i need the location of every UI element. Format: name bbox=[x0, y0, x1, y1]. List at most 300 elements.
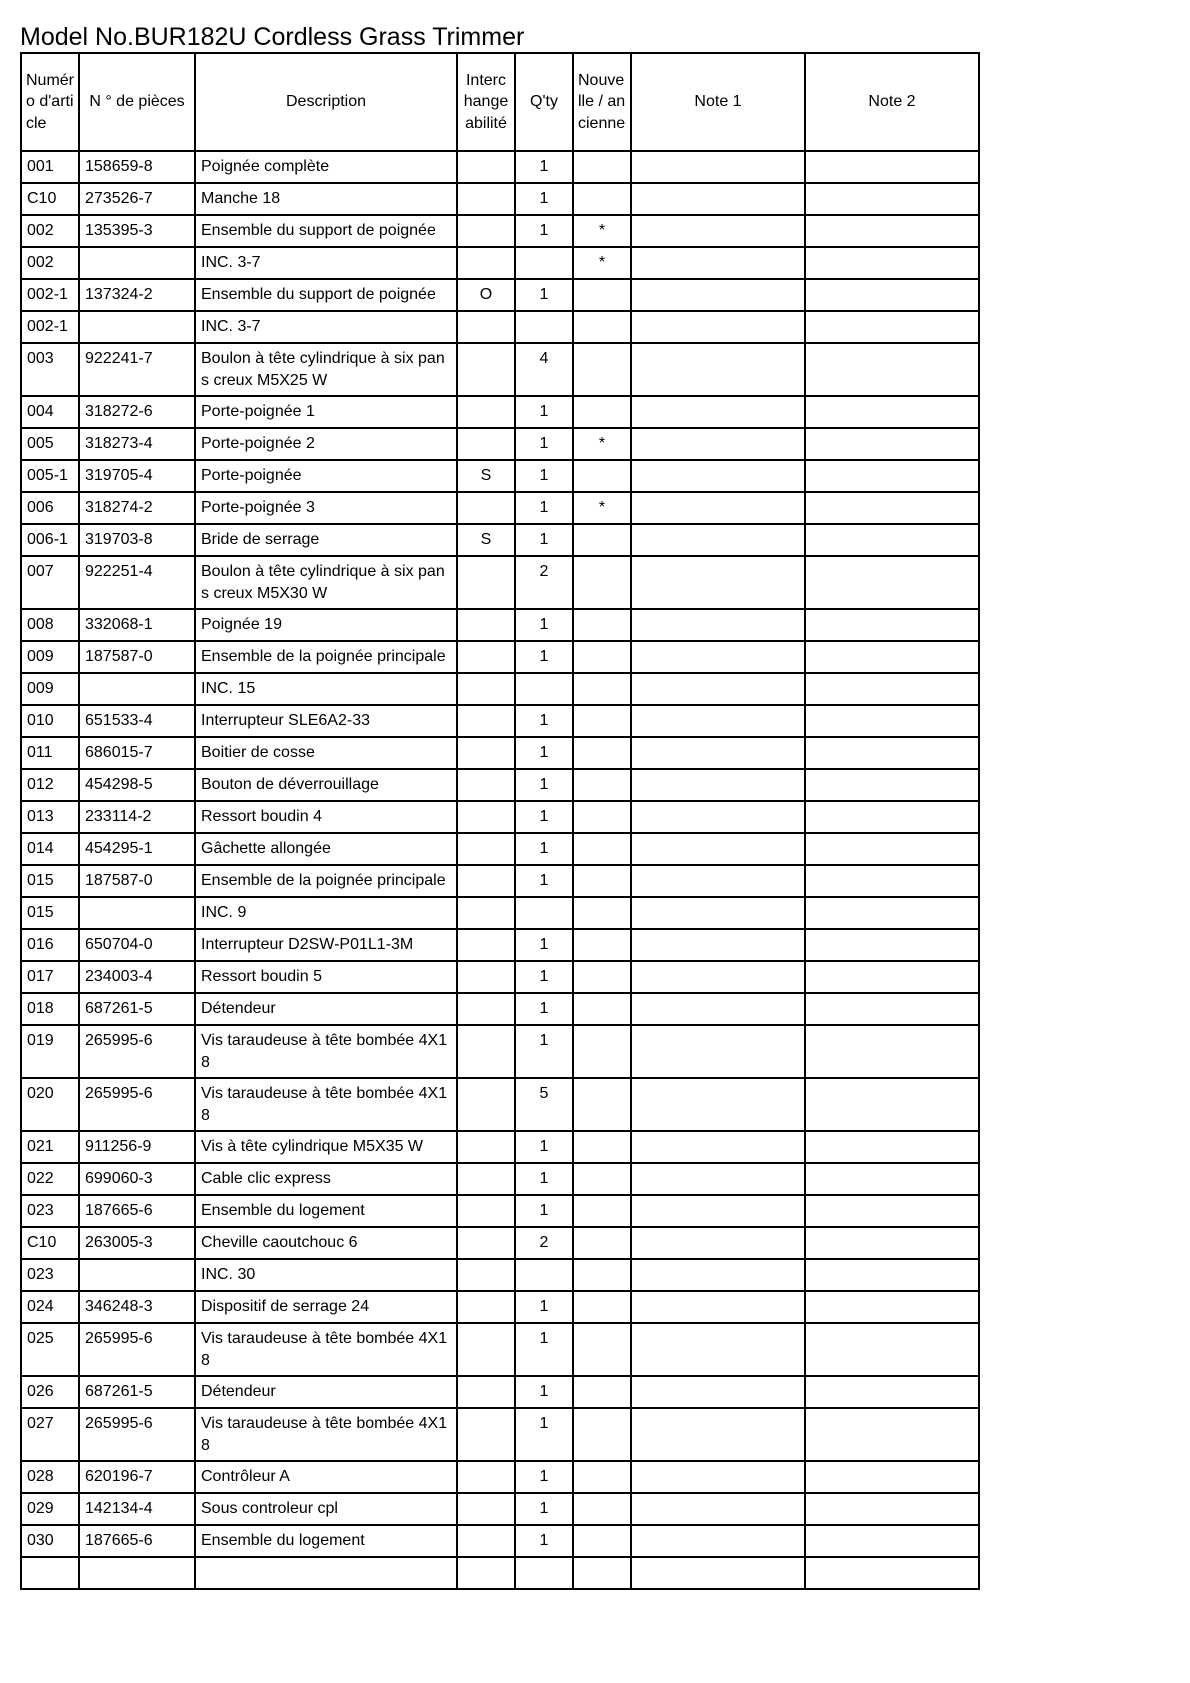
cell-item-no: 030 bbox=[21, 1525, 79, 1557]
cell-qty: 1 bbox=[515, 929, 573, 961]
cell-note-2 bbox=[805, 279, 979, 311]
cell-description: INC. 9 bbox=[195, 897, 457, 929]
cell-interchangeability bbox=[457, 1408, 515, 1461]
cell-item-no: 009 bbox=[21, 673, 79, 705]
cell-note-2 bbox=[805, 641, 979, 673]
cell-interchangeability bbox=[457, 737, 515, 769]
cell-description: Détendeur bbox=[195, 993, 457, 1025]
cell-qty bbox=[515, 1557, 573, 1589]
cell-description: Poignée complète bbox=[195, 151, 457, 183]
cell-item-no: 005 bbox=[21, 428, 79, 460]
cell-note-1 bbox=[631, 897, 805, 929]
cell-description: Ensemble du support de poignée bbox=[195, 279, 457, 311]
cell-description: Vis taraudeuse à tête bombée 4X18 bbox=[195, 1323, 457, 1376]
cell-part-no: 620196-7 bbox=[79, 1461, 195, 1493]
cell-item-no: 014 bbox=[21, 833, 79, 865]
cell-part-no: 187587-0 bbox=[79, 865, 195, 897]
cell-qty bbox=[515, 897, 573, 929]
cell-new-old bbox=[573, 396, 631, 428]
cell-qty: 4 bbox=[515, 343, 573, 396]
cell-note-1 bbox=[631, 183, 805, 215]
cell-item-no: 021 bbox=[21, 1131, 79, 1163]
cell-part-no: 454295-1 bbox=[79, 833, 195, 865]
cell-qty: 1 bbox=[515, 492, 573, 524]
cell-note-2 bbox=[805, 1557, 979, 1589]
table-row bbox=[21, 1525, 979, 1557]
header-description: Description bbox=[195, 53, 457, 151]
cell-new-old bbox=[573, 705, 631, 737]
cell-qty: 1 bbox=[515, 1461, 573, 1493]
cell-description: INC. 3-7 bbox=[195, 311, 457, 343]
cell-part-no: 687261-5 bbox=[79, 993, 195, 1025]
cell-interchangeability bbox=[457, 1323, 515, 1376]
cell-interchangeability bbox=[457, 961, 515, 993]
cell-qty: 1 bbox=[515, 993, 573, 1025]
cell-note-1 bbox=[631, 311, 805, 343]
table-row bbox=[21, 897, 979, 929]
cell-qty: 1 bbox=[515, 961, 573, 993]
cell-note-1 bbox=[631, 769, 805, 801]
cell-part-no: 187587-0 bbox=[79, 641, 195, 673]
table-row bbox=[21, 215, 979, 247]
cell-new-old bbox=[573, 1025, 631, 1078]
cell-item-no: 010 bbox=[21, 705, 79, 737]
cell-new-old bbox=[573, 769, 631, 801]
cell-qty: 1 bbox=[515, 279, 573, 311]
cell-part-no: 158659-8 bbox=[79, 151, 195, 183]
cell-description: Porte-poignée 2 bbox=[195, 428, 457, 460]
table-row bbox=[21, 556, 979, 609]
cell-note-2 bbox=[805, 311, 979, 343]
cell-qty: 1 bbox=[515, 705, 573, 737]
cell-item-no: 017 bbox=[21, 961, 79, 993]
cell-new-old bbox=[573, 1493, 631, 1525]
table-row bbox=[21, 396, 979, 428]
cell-part-no: 187665-6 bbox=[79, 1195, 195, 1227]
cell-note-2 bbox=[805, 492, 979, 524]
cell-item-no: 023 bbox=[21, 1259, 79, 1291]
cell-item-no: 015 bbox=[21, 897, 79, 929]
cell-interchangeability bbox=[457, 609, 515, 641]
table-row bbox=[21, 247, 979, 279]
cell-item-no: 002-1 bbox=[21, 279, 79, 311]
cell-note-1 bbox=[631, 343, 805, 396]
cell-note-1 bbox=[631, 428, 805, 460]
cell-note-1 bbox=[631, 215, 805, 247]
cell-note-2 bbox=[805, 1461, 979, 1493]
cell-note-1 bbox=[631, 833, 805, 865]
table-row bbox=[21, 1227, 979, 1259]
cell-note-1 bbox=[631, 524, 805, 556]
cell-qty: 1 bbox=[515, 801, 573, 833]
cell-note-2 bbox=[805, 524, 979, 556]
cell-note-2 bbox=[805, 769, 979, 801]
cell-note-2 bbox=[805, 737, 979, 769]
table-row bbox=[21, 1078, 979, 1131]
parts-table bbox=[20, 52, 980, 1590]
cell-note-2 bbox=[805, 609, 979, 641]
cell-interchangeability bbox=[457, 343, 515, 396]
cell-note-1 bbox=[631, 247, 805, 279]
cell-interchangeability bbox=[457, 492, 515, 524]
cell-description: Porte-poignée 1 bbox=[195, 396, 457, 428]
cell-new-old bbox=[573, 1291, 631, 1323]
cell-qty: 1 bbox=[515, 396, 573, 428]
cell-note-1 bbox=[631, 1408, 805, 1461]
cell-description: Dispositif de serrage 24 bbox=[195, 1291, 457, 1323]
cell-qty: 1 bbox=[515, 609, 573, 641]
cell-new-old bbox=[573, 151, 631, 183]
cell-note-1 bbox=[631, 492, 805, 524]
cell-interchangeability bbox=[457, 556, 515, 609]
cell-part-no: 687261-5 bbox=[79, 1376, 195, 1408]
cell-description: Boulon à tête cylindrique à six pans creux M5X25 W bbox=[195, 343, 457, 396]
cell-item-no: 011 bbox=[21, 737, 79, 769]
cell-new-old bbox=[573, 833, 631, 865]
cell-note-2 bbox=[805, 343, 979, 396]
cell-interchangeability bbox=[457, 705, 515, 737]
cell-note-2 bbox=[805, 833, 979, 865]
table-row bbox=[21, 311, 979, 343]
cell-interchangeability bbox=[457, 1557, 515, 1589]
cell-note-2 bbox=[805, 1291, 979, 1323]
cell-part-no: 686015-7 bbox=[79, 737, 195, 769]
header-note-1: Note 1 bbox=[631, 53, 805, 151]
cell-part-no: 318272-6 bbox=[79, 396, 195, 428]
cell-item-no: 018 bbox=[21, 993, 79, 1025]
cell-qty: 1 bbox=[515, 641, 573, 673]
cell-note-2 bbox=[805, 1525, 979, 1557]
cell-description: Ressort boudin 4 bbox=[195, 801, 457, 833]
cell-note-2 bbox=[805, 801, 979, 833]
table-row bbox=[21, 609, 979, 641]
cell-note-1 bbox=[631, 961, 805, 993]
cell-part-no bbox=[79, 897, 195, 929]
cell-qty: 1 bbox=[515, 151, 573, 183]
header-new-old: Nouvelle / ancienne bbox=[573, 53, 631, 151]
cell-description: INC. 3-7 bbox=[195, 247, 457, 279]
cell-note-2 bbox=[805, 215, 979, 247]
cell-note-2 bbox=[805, 1408, 979, 1461]
cell-qty: 1 bbox=[515, 524, 573, 556]
table-row bbox=[21, 343, 979, 396]
cell-note-1 bbox=[631, 993, 805, 1025]
cell-new-old: * bbox=[573, 492, 631, 524]
table-row bbox=[21, 524, 979, 556]
cell-item-no bbox=[21, 1557, 79, 1589]
cell-part-no bbox=[79, 1259, 195, 1291]
table-row bbox=[21, 673, 979, 705]
cell-qty: 1 bbox=[515, 737, 573, 769]
cell-interchangeability: O bbox=[457, 279, 515, 311]
table-row bbox=[21, 1376, 979, 1408]
cell-qty: 1 bbox=[515, 428, 573, 460]
cell-note-1 bbox=[631, 460, 805, 492]
header-row bbox=[21, 53, 979, 151]
cell-note-2 bbox=[805, 183, 979, 215]
cell-part-no: 273526-7 bbox=[79, 183, 195, 215]
cell-part-no bbox=[79, 1557, 195, 1589]
cell-qty: 1 bbox=[515, 215, 573, 247]
cell-new-old bbox=[573, 737, 631, 769]
cell-qty: 1 bbox=[515, 833, 573, 865]
cell-interchangeability bbox=[457, 428, 515, 460]
cell-qty bbox=[515, 1259, 573, 1291]
table-row bbox=[21, 737, 979, 769]
cell-new-old: * bbox=[573, 428, 631, 460]
cell-description: Ensemble de la poignée principale bbox=[195, 641, 457, 673]
cell-new-old bbox=[573, 993, 631, 1025]
cell-interchangeability bbox=[457, 993, 515, 1025]
cell-interchangeability bbox=[457, 247, 515, 279]
cell-new-old bbox=[573, 556, 631, 609]
table-row bbox=[21, 1131, 979, 1163]
cell-qty: 1 bbox=[515, 769, 573, 801]
cell-interchangeability bbox=[457, 1131, 515, 1163]
table-row bbox=[21, 1323, 979, 1376]
cell-qty: 1 bbox=[515, 1408, 573, 1461]
cell-new-old bbox=[573, 343, 631, 396]
cell-qty bbox=[515, 311, 573, 343]
page-title: Model No.BUR182U Cordless Grass Trimmer bbox=[20, 23, 525, 51]
cell-description: Contrôleur A bbox=[195, 1461, 457, 1493]
cell-interchangeability bbox=[457, 833, 515, 865]
cell-interchangeability bbox=[457, 1163, 515, 1195]
table-row bbox=[21, 865, 979, 897]
cell-note-2 bbox=[805, 396, 979, 428]
cell-part-no: 911256-9 bbox=[79, 1131, 195, 1163]
cell-item-no: 008 bbox=[21, 609, 79, 641]
cell-note-2 bbox=[805, 1323, 979, 1376]
cell-qty bbox=[515, 247, 573, 279]
cell-part-no: 699060-3 bbox=[79, 1163, 195, 1195]
cell-qty: 1 bbox=[515, 1163, 573, 1195]
cell-interchangeability bbox=[457, 1291, 515, 1323]
cell-item-no: 001 bbox=[21, 151, 79, 183]
cell-note-1 bbox=[631, 1227, 805, 1259]
table-row bbox=[21, 1025, 979, 1078]
cell-item-no: 002-1 bbox=[21, 311, 79, 343]
cell-note-2 bbox=[805, 929, 979, 961]
cell-note-2 bbox=[805, 247, 979, 279]
cell-note-1 bbox=[631, 1493, 805, 1525]
cell-description: Porte-poignée bbox=[195, 460, 457, 492]
cell-interchangeability bbox=[457, 897, 515, 929]
cell-qty: 1 bbox=[515, 1131, 573, 1163]
cell-qty: 1 bbox=[515, 865, 573, 897]
cell-note-2 bbox=[805, 151, 979, 183]
cell-note-2 bbox=[805, 993, 979, 1025]
cell-note-1 bbox=[631, 929, 805, 961]
cell-description: Boitier de cosse bbox=[195, 737, 457, 769]
cell-part-no: 135395-3 bbox=[79, 215, 195, 247]
table-row bbox=[21, 428, 979, 460]
cell-new-old bbox=[573, 524, 631, 556]
cell-part-no: 265995-6 bbox=[79, 1323, 195, 1376]
cell-part-no: 319703-8 bbox=[79, 524, 195, 556]
cell-interchangeability bbox=[457, 865, 515, 897]
cell-description: Sous controleur cpl bbox=[195, 1493, 457, 1525]
cell-new-old bbox=[573, 311, 631, 343]
cell-qty: 1 bbox=[515, 1525, 573, 1557]
cell-note-1 bbox=[631, 1163, 805, 1195]
cell-part-no: 263005-3 bbox=[79, 1227, 195, 1259]
cell-description: Ensemble du support de poignée bbox=[195, 215, 457, 247]
cell-note-1 bbox=[631, 1259, 805, 1291]
cell-note-2 bbox=[805, 1078, 979, 1131]
cell-interchangeability bbox=[457, 151, 515, 183]
cell-qty: 2 bbox=[515, 556, 573, 609]
cell-item-no: 016 bbox=[21, 929, 79, 961]
cell-item-no: 026 bbox=[21, 1376, 79, 1408]
cell-interchangeability bbox=[457, 1227, 515, 1259]
cell-note-2 bbox=[805, 705, 979, 737]
cell-description: INC. 15 bbox=[195, 673, 457, 705]
cell-interchangeability bbox=[457, 1078, 515, 1131]
cell-part-no: 318273-4 bbox=[79, 428, 195, 460]
cell-qty bbox=[515, 673, 573, 705]
cell-item-no: C10 bbox=[21, 183, 79, 215]
cell-description: Bride de serrage bbox=[195, 524, 457, 556]
cell-part-no: 319705-4 bbox=[79, 460, 195, 492]
cell-part-no: 234003-4 bbox=[79, 961, 195, 993]
cell-note-1 bbox=[631, 556, 805, 609]
cell-qty: 1 bbox=[515, 183, 573, 215]
cell-item-no: 023 bbox=[21, 1195, 79, 1227]
cell-new-old bbox=[573, 673, 631, 705]
header-qty: Q'ty bbox=[515, 53, 573, 151]
cell-note-2 bbox=[805, 1163, 979, 1195]
cell-description: Ensemble du logement bbox=[195, 1525, 457, 1557]
cell-description: Détendeur bbox=[195, 1376, 457, 1408]
cell-new-old bbox=[573, 1525, 631, 1557]
cell-part-no: 650704-0 bbox=[79, 929, 195, 961]
cell-qty: 1 bbox=[515, 1025, 573, 1078]
cell-part-no: 265995-6 bbox=[79, 1408, 195, 1461]
table-row bbox=[21, 769, 979, 801]
table-row bbox=[21, 993, 979, 1025]
cell-item-no: 003 bbox=[21, 343, 79, 396]
cell-description: Vis taraudeuse à tête bombée 4X18 bbox=[195, 1078, 457, 1131]
table-row bbox=[21, 801, 979, 833]
cell-part-no bbox=[79, 247, 195, 279]
cell-part-no: 922241-7 bbox=[79, 343, 195, 396]
header-item-no: Numéro d'article bbox=[21, 53, 79, 151]
cell-note-1 bbox=[631, 737, 805, 769]
cell-description bbox=[195, 1557, 457, 1589]
cell-qty: 1 bbox=[515, 1323, 573, 1376]
cell-new-old bbox=[573, 1461, 631, 1493]
cell-note-1 bbox=[631, 1376, 805, 1408]
cell-note-2 bbox=[805, 460, 979, 492]
cell-interchangeability: S bbox=[457, 524, 515, 556]
cell-note-1 bbox=[631, 1557, 805, 1589]
cell-item-no: 013 bbox=[21, 801, 79, 833]
cell-note-2 bbox=[805, 1195, 979, 1227]
cell-note-2 bbox=[805, 865, 979, 897]
table-row bbox=[21, 1291, 979, 1323]
cell-note-2 bbox=[805, 961, 979, 993]
cell-new-old bbox=[573, 1163, 631, 1195]
cell-note-1 bbox=[631, 865, 805, 897]
cell-description: Cheville caoutchouc 6 bbox=[195, 1227, 457, 1259]
cell-note-1 bbox=[631, 609, 805, 641]
cell-interchangeability bbox=[457, 1525, 515, 1557]
cell-new-old bbox=[573, 1376, 631, 1408]
cell-description: Manche 18 bbox=[195, 183, 457, 215]
cell-new-old bbox=[573, 897, 631, 929]
cell-description: Cable clic express bbox=[195, 1163, 457, 1195]
cell-description: Interrupteur SLE6A2-33 bbox=[195, 705, 457, 737]
cell-note-1 bbox=[631, 801, 805, 833]
cell-description: Porte-poignée 3 bbox=[195, 492, 457, 524]
table-row bbox=[21, 929, 979, 961]
cell-interchangeability bbox=[457, 1461, 515, 1493]
cell-description: Poignée 19 bbox=[195, 609, 457, 641]
cell-description: Interrupteur D2SW-P01L1-3M bbox=[195, 929, 457, 961]
cell-qty: 1 bbox=[515, 1493, 573, 1525]
table-row bbox=[21, 279, 979, 311]
table-row bbox=[21, 1195, 979, 1227]
cell-part-no: 233114-2 bbox=[79, 801, 195, 833]
cell-note-2 bbox=[805, 897, 979, 929]
cell-description: Ressort boudin 5 bbox=[195, 961, 457, 993]
cell-part-no: 187665-6 bbox=[79, 1525, 195, 1557]
cell-qty: 5 bbox=[515, 1078, 573, 1131]
cell-qty: 1 bbox=[515, 1376, 573, 1408]
header-part-no: N ° de pièces bbox=[79, 53, 195, 151]
cell-new-old bbox=[573, 1408, 631, 1461]
cell-note-1 bbox=[631, 641, 805, 673]
cell-item-no: 025 bbox=[21, 1323, 79, 1376]
cell-description: Vis à tête cylindrique M5X35 W bbox=[195, 1131, 457, 1163]
cell-item-no: 006-1 bbox=[21, 524, 79, 556]
cell-part-no: 332068-1 bbox=[79, 609, 195, 641]
table-row bbox=[21, 961, 979, 993]
cell-note-2 bbox=[805, 1025, 979, 1078]
cell-part-no: 454298-5 bbox=[79, 769, 195, 801]
cell-note-1 bbox=[631, 1078, 805, 1131]
cell-qty: 1 bbox=[515, 460, 573, 492]
cell-item-no: 002 bbox=[21, 247, 79, 279]
cell-interchangeability bbox=[457, 641, 515, 673]
cell-description: Boulon à tête cylindrique à six pans creux M5X30 W bbox=[195, 556, 457, 609]
cell-interchangeability bbox=[457, 311, 515, 343]
cell-new-old bbox=[573, 460, 631, 492]
cell-description: INC. 30 bbox=[195, 1259, 457, 1291]
table-row bbox=[21, 1493, 979, 1525]
cell-new-old bbox=[573, 183, 631, 215]
cell-note-1 bbox=[631, 705, 805, 737]
cell-new-old bbox=[573, 609, 631, 641]
cell-item-no: 002 bbox=[21, 215, 79, 247]
cell-part-no: 922251-4 bbox=[79, 556, 195, 609]
cell-item-no: 006 bbox=[21, 492, 79, 524]
cell-note-1 bbox=[631, 1291, 805, 1323]
cell-note-2 bbox=[805, 1227, 979, 1259]
cell-item-no: 015 bbox=[21, 865, 79, 897]
cell-description: Gâchette allongée bbox=[195, 833, 457, 865]
cell-part-no: 142134-4 bbox=[79, 1493, 195, 1525]
cell-interchangeability bbox=[457, 215, 515, 247]
cell-interchangeability: S bbox=[457, 460, 515, 492]
cell-part-no bbox=[79, 673, 195, 705]
cell-interchangeability bbox=[457, 1195, 515, 1227]
cell-new-old bbox=[573, 1195, 631, 1227]
cell-new-old bbox=[573, 801, 631, 833]
cell-new-old bbox=[573, 929, 631, 961]
cell-note-2 bbox=[805, 1259, 979, 1291]
